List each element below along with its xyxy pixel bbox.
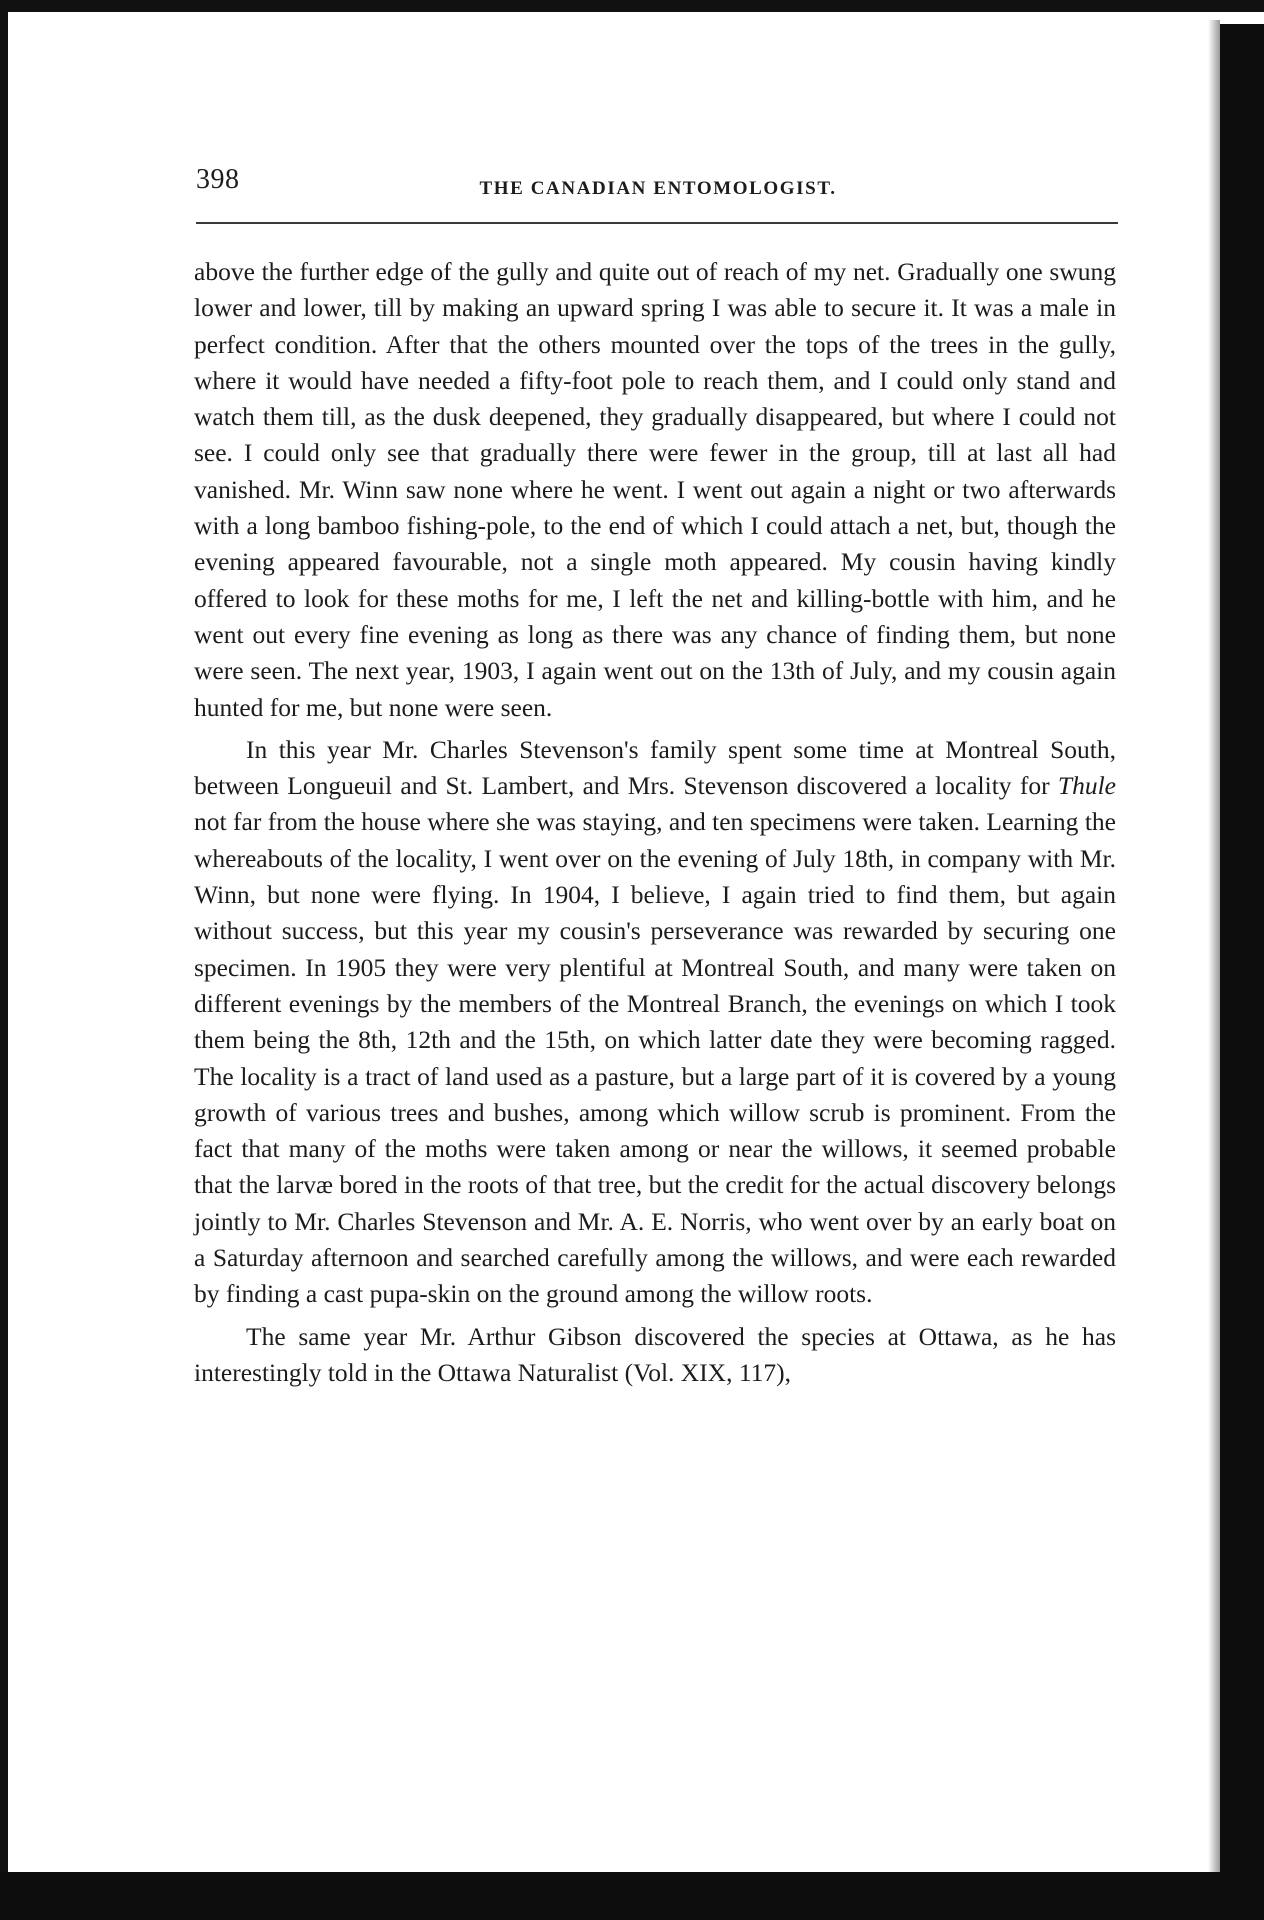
page-number: 398 (196, 164, 240, 195)
paragraph-montreal-south (194, 732, 1116, 1313)
paragraph-continued: above the further edge of the gully and quite out of reach of my net. Gradually one swung lower and lower, till by making an upward spring I was able to secure it. It was a male in perfect condition. After that the others mounted over the tops of the trees in the gully, where it would have needed a fifty-foot pole to reach them, and I could only stand and watch them till, as the dusk deepened, they gradually disappeared, but where I could not see. I could only see that gradually there were fewer in the group, till at last all had vanished. Mr. Winn saw none where he went. I went out again a night or two afterwards with a long bamboo fishing-pole, to the end of which I could attach a net, but, though the evening appeared favourable, not a single moth appeared. My cousin having kindly offered to look for these moths for me, I left the net and killing-bottle with him, and he went out every fine evening as long as there was any chance of finding them, but none were seen. The next year, 1903, I again went out on the 13th of July, and my cousin again hunted for me, but none were seen. (194, 257, 1116, 722)
running-title: THE CANADIAN ENTOMOLOGIST. (479, 178, 837, 199)
paragraph-ottawa: The same year Mr. Arthur Gibson discovered the species at Ottawa, as he has interestingly told in the Ottawa Naturalist (Vol. XIX, 117), (194, 1321, 1116, 1387)
body-text (194, 254, 1116, 1391)
species-name: Thule (1057, 771, 1116, 801)
paragraph-text-after: not far from the house where she was staying, and ten specimens were taken. Learning the whereabouts of the locality, I went over on the evening of July 18th, in company with Mr. Winn, but none were flying. In 1904, I believe, I again tried to find them, but again without success, but this year my cousin's perseverance was rewarded by securing one specimen. In 1905 they were very plentiful at Montreal South, and many were taken on different evenings by the members of the Montreal Branch, the evenings on which I took them being the 8th, 12th and the 15th, on which latter date they were becoming ragged. The locality is a tract of land used as a pasture, but a large part of it is covered by a young growth of various trees and bushes, among which willow scrub is prominent. From the fact that many of the moths were taken among or near the willows, it seemed probable that the larvæ bored in the roots of that tree, but the credit for the actual discovery belongs jointly to Mr. Charles Stevenson and Mr. A. E. Norris, who went over by an early boat on a Saturday afternoon and searched carefully among the willows, and were each rewarded by finding a cast pupa-skin on the ground among the willow roots. (194, 807, 1116, 1309)
header-rule (196, 222, 1118, 224)
page-header (196, 164, 1120, 214)
paragraph-text-before: In this year Mr. Charles Stevenson's family spent some time at Montreal South, between Longueuil and St. Lambert, and Mrs. Stevenson discovered a locality for (194, 734, 1116, 801)
